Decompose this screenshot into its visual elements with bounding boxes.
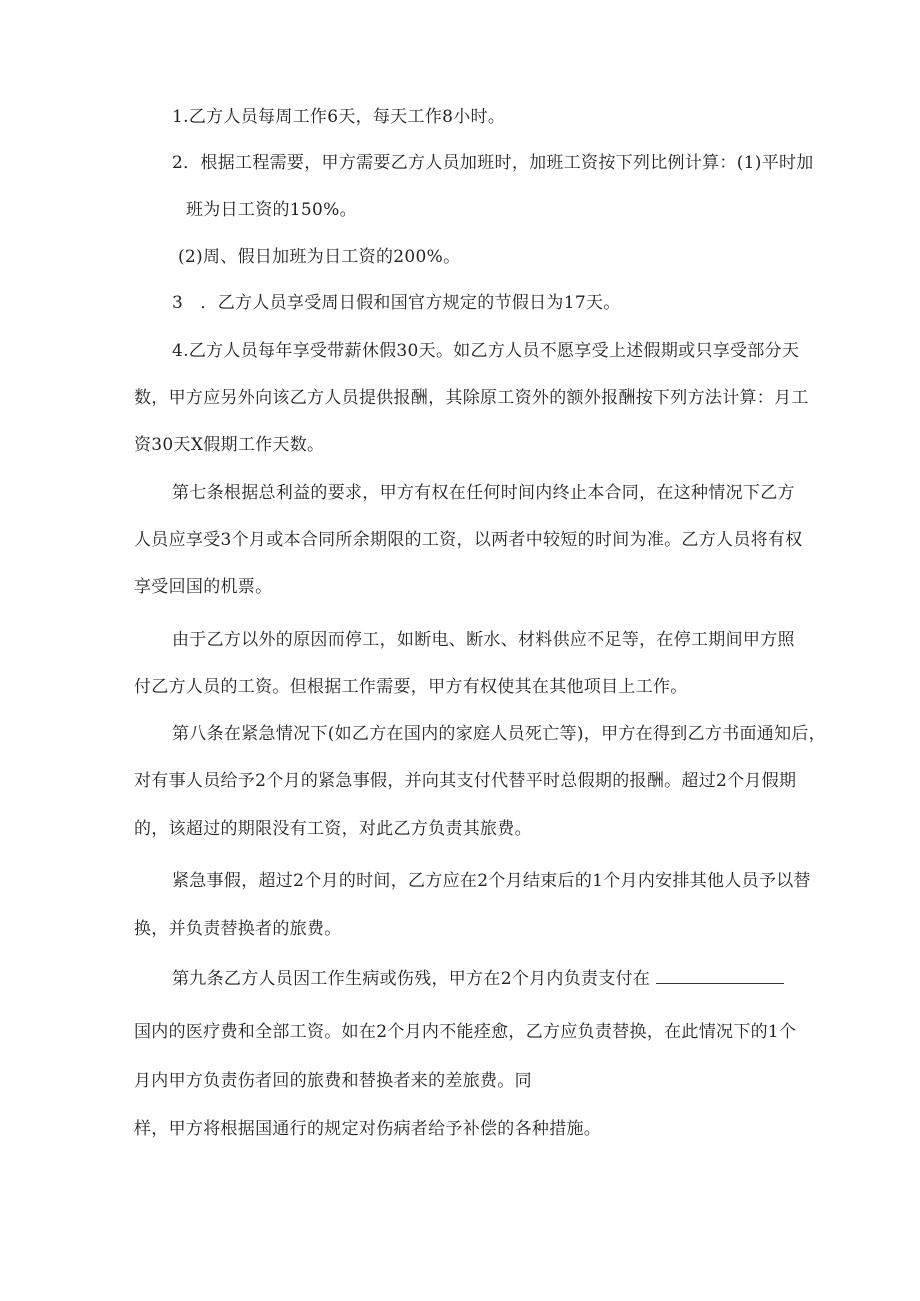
clause-overtime-rate-holiday: (2)周、假日加班为日工资的200%。 bbox=[178, 247, 461, 267]
article-7-cont-2: 享受回国的机票。 bbox=[134, 577, 273, 597]
article-9-text: 第九条乙方人员因工作生病或伤残，甲方在2个月内负责支付在 bbox=[172, 969, 651, 989]
clause-holidays: 3 ．乙方人员享受周日假和国官方规定的节假日为17天。 bbox=[172, 293, 621, 313]
article-9-cont-3: 样，甲方将根据国通行的规定对伤病者给予补偿的各种措施。 bbox=[134, 1119, 602, 1139]
article-9 bbox=[172, 968, 784, 990]
article-8-cont-2: 的，该超过的期限没有工资，对此乙方负责其旅费。 bbox=[134, 819, 532, 839]
article-9-cont-1: 国内的医疗费和全部工资。如在2个月内不能痊愈，乙方应负责替换，在此情况下的1个 bbox=[134, 1022, 797, 1042]
article-9-cont-2: 月内甲方负责伤者回的旅费和替换者来的差旅费。同 bbox=[134, 1071, 532, 1091]
clause-overtime: 2．根据工程需要，甲方需要乙方人员加班时，加班工资按下列比例计算：(1)平时加 bbox=[172, 153, 814, 173]
work-stoppage-paragraph: 由于乙方以外的原因而停工，如断电、断水、材料供应不足等，在停工期间甲方照 bbox=[172, 630, 795, 650]
article-8: 第八条在紧急情况下(如乙方在国内的家庭人员死亡等)，甲方在得到乙方书面通知后， bbox=[172, 724, 826, 744]
clause-workweek: 1.乙方人员每周工作6天，每天工作8小时。 bbox=[172, 107, 506, 127]
emergency-leave-cont: 换，并负责替换者的旅费。 bbox=[134, 919, 342, 939]
work-stoppage-cont: 付乙方人员的工资。但根据工作需要，甲方有权使其在其他项目上工作。 bbox=[134, 677, 688, 697]
clause-overtime-rate-weekday: 班为日工资的150%。 bbox=[186, 200, 357, 220]
article-7: 第七条根据总利益的要求，甲方有权在任何时间内终止本合同，在这种情况下乙方 bbox=[172, 483, 795, 503]
article-7-cont-1: 人员应享受3个月或本合同所余期限的工资，以两者中较短的时间为准。乙方人员将有权 bbox=[134, 530, 803, 550]
blank-fill-line bbox=[656, 969, 784, 984]
article-8-cont-1: 对有事人员给予2个月的紧急事假，并向其支付代替平时总假期的报酬。超过2个月假期 bbox=[134, 771, 797, 791]
emergency-leave-paragraph: 紧急事假，超过2个月的时间，乙方应在2个月结束后的1个月内安排其他人员予以替 bbox=[172, 871, 811, 891]
clause-paid-leave-cont-2: 资30天X假期工作天数。 bbox=[134, 435, 325, 455]
clause-paid-leave-cont-1: 数，甲方应另外向该乙方人员提供报酬，其除原工资外的额外报酬按下列方法计算：月工 bbox=[134, 388, 809, 408]
clause-paid-leave: 4.乙方人员每年享受带薪休假30天。如乙方人员不愿享受上述假期或只享受部分天 bbox=[172, 341, 800, 361]
